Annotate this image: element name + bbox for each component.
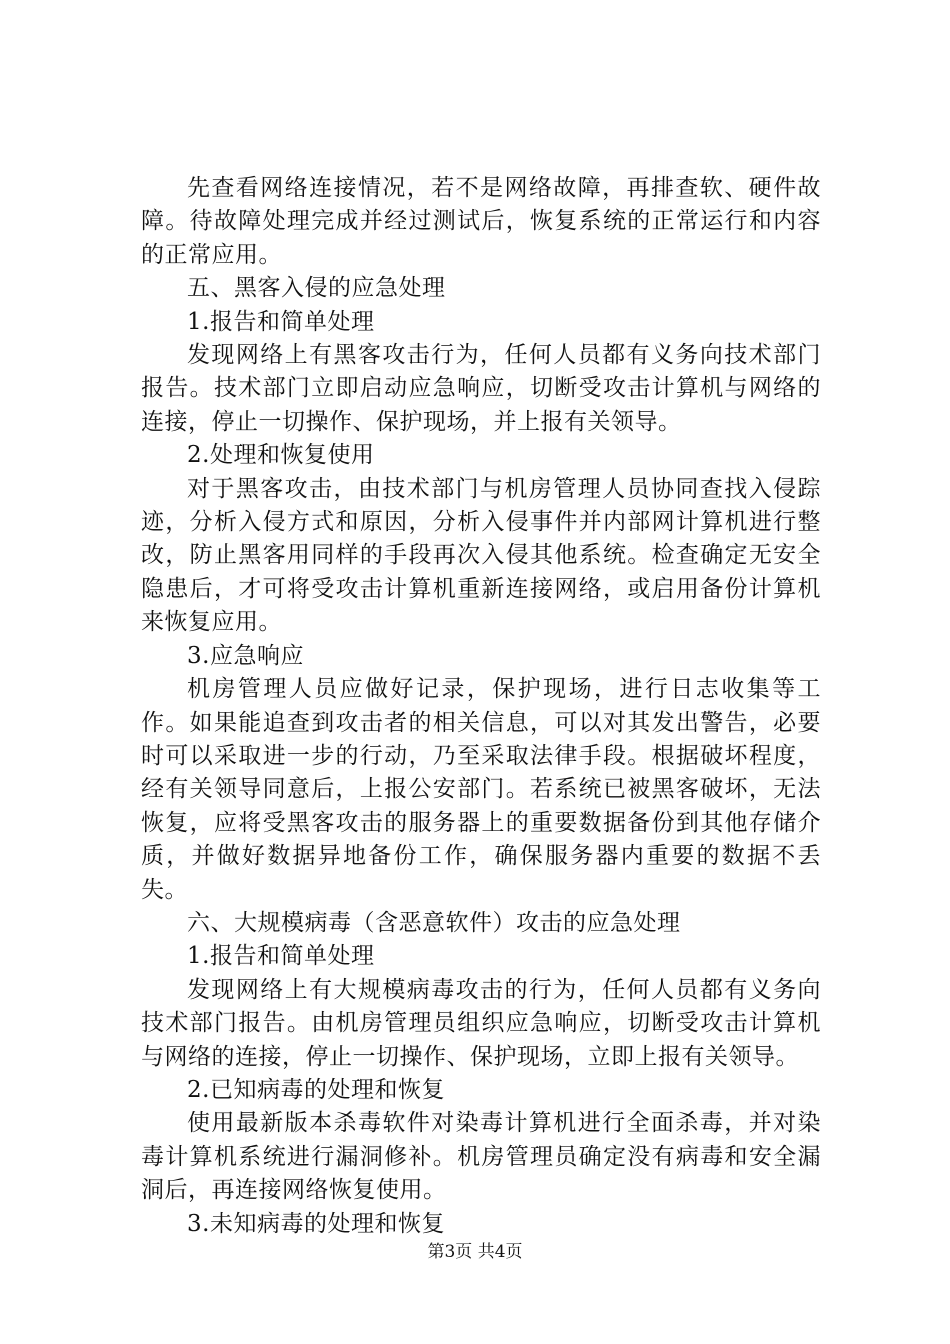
paragraph-fault-check: 先查看网络连接情况，若不是网络故障，再排查软、硬件故障。待故障处理完成并经过测试后，恢复系统的正常运行和内容的正常应用。 (141, 175, 821, 268)
paragraph-emergency-response: 机房管理人员应做好记录，保护现场，进行日志收集等工作。如果能追查到攻击者的相关信息，可以对其发出警告，必要时可以采取进一步的行动，乃至采取法律手段。根据破坏程度，经有关领导同意后，上报公安部门。若系统已被黑客破坏，无法恢复，应将受黑客攻击的服务器上的重要数据备份到其他存储介质，并做好数据异地备份工作，确保服务器内重要的数据不丢失。 (141, 676, 821, 903)
document-body (141, 172, 821, 1241)
subheading-emergency-response: 3.应急响应 (187, 642, 304, 669)
subheading-known-virus: 2.已知病毒的处理和恢复 (187, 1076, 445, 1103)
subheading-handle-and-restore: 2.处理和恢复使用 (187, 442, 375, 469)
paragraph-known-virus: 使用最新版本杀毒软件对染毒计算机进行全面杀毒，并对染毒计算机系统进行漏洞修补。机房管理员确定没有病毒和安全漏洞后，再连接网络恢复使用。 (141, 1110, 821, 1204)
page-number-footer: 第3页 共4页 (427, 1242, 523, 1262)
section-heading-hacker-intrusion: 五、黑客入侵的应急处理 (187, 275, 446, 302)
section-heading-virus-attack: 六、大规模病毒（含恶意软件）攻击的应急处理 (187, 909, 681, 936)
paragraph-report-hacker: 发现网络上有黑客攻击行为，任何人员都有义务向技术部门报告。技术部门立即启动应急响应，切断受攻击计算机与网络的连接，停止一切操作、保护现场，并上报有关领导。 (141, 342, 821, 435)
subheading-report-and-handling: 1.报告和简单处理 (187, 308, 375, 335)
paragraph-hacker-handling: 对于黑客攻击，由技术部门与机房管理人员协同查找入侵踪迹，分析入侵方式和原因，分析入侵事件并内部网计算机进行整改，防止黑客用同样的手段再次入侵其他系统。检查确定无安全隐患后，才可将受攻击计算机重新连接网络，或启用备份计算机来恢复应用。 (141, 475, 821, 636)
subheading-unknown-virus: 3.未知病毒的处理和恢复 (187, 1210, 445, 1237)
paragraph-virus-report: 发现网络上有大规模病毒攻击的行为，任何人员都有义务向技术部门报告。由机房管理员组织应急响应，切断受攻击计算机与网络的连接，停止一切操作、保护现场，立即上报有关领导。 (141, 976, 821, 1070)
subheading-virus-report: 1.报告和简单处理 (187, 943, 375, 970)
